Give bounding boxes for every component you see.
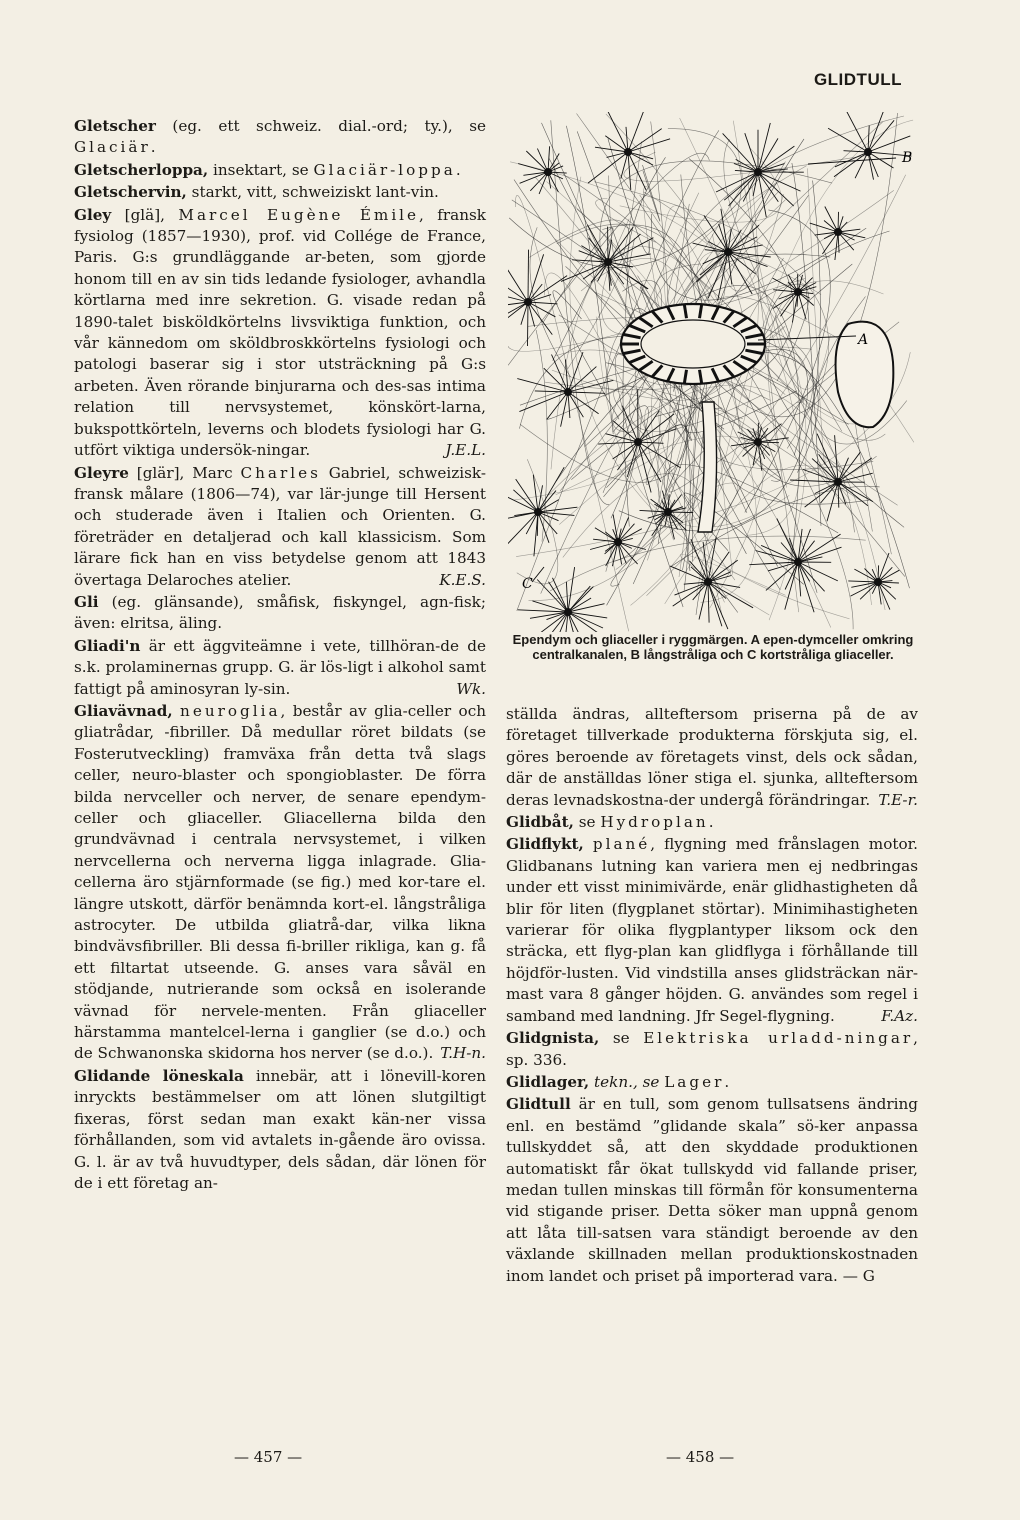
entry: Glidbåt, se Hydroplan. xyxy=(506,813,714,832)
entry: Gli (eg. glänsande), småfisk, fiskyngel, agn-fisk; även: elritsa, äling. xyxy=(74,592,486,633)
entry: Gliadi'n är ett äggviteämne i vete, tillhöran-de de s.k. prolaminernas grupp. G. är lös-ligt i alkohol samt fattigt på aminosyran ly-sin. Wk. xyxy=(74,636,486,700)
entry: Glidgnista, se Elektriska urladd-ningar, sp. 336. xyxy=(506,1029,918,1069)
glia-cell-body xyxy=(615,539,622,546)
signature: J.E.L. xyxy=(445,441,486,460)
figure-label-c: C xyxy=(522,576,533,592)
glia-cell-body xyxy=(795,289,802,296)
glia-cell-body xyxy=(565,609,572,616)
right-column xyxy=(506,704,918,1287)
glia-cell-body xyxy=(755,439,762,446)
signature: T.E-r. xyxy=(878,790,918,809)
figure-label-b: B xyxy=(902,150,913,166)
running-header: GLIDTULL xyxy=(813,70,902,89)
glia-cell-body xyxy=(725,249,732,256)
glia-cell-body xyxy=(875,579,882,586)
glia-illustration xyxy=(508,112,918,632)
glia-cell-body xyxy=(525,299,532,306)
glia-cell-body xyxy=(565,389,572,396)
entry: Gletscherloppa, insektart, se Glaciär-loppa. xyxy=(74,160,461,179)
entry: Gleyre [glär], Marc Charles Gabriel, schweizisk-fransk målare (1806—74), var lär-junge till Hersent och studerade även i Italien och Orienten. G. företräder en detaljerad och kall klassicism. Som lärare fick han en viss betydelse genom att 1843 övertaga Delaroches atelier. K.E.S. xyxy=(74,463,486,591)
glia-cell-body xyxy=(865,149,872,156)
page-number-right: — 458 — xyxy=(666,1448,735,1466)
glia-cell-body xyxy=(835,229,842,236)
entry: Gley [glä], Marcel Eugène Émile, fransk fysiolog (1857—1930), prof. vid Collége de France, Paris. G:s grundläggande ar-beten, som gjorde honom till en av sin tids ledande fysiologer, avhandla körtlarna med inre sekretion. G. visade redan på 1890-talet bisköldkörtelns livsviktiga funktion, och vår kännedom om sköldbroskkörtelns fysiologi och patologi baserar sig i stor utsträckning på G:s arbeten. Även rörande binjurarna och des-sas intima relation till nervsystemet, könskört-larna, bukspottkörteln, leverns och blodets fysiologi har G. utfört viktiga undersök-ningar. J.E.L. xyxy=(74,205,486,462)
glia-cell-body xyxy=(755,169,762,176)
glia-cell-body xyxy=(835,479,842,486)
figure-caption: Ependym och gliaceller i ryggmärgen. A epen-dymceller omkring centralkanalen, B långstråliga och C kortstråliga gliaceller. xyxy=(512,632,914,662)
entry: Gletscher (eg. ett schweiz. dial.-ord; ty.), se Glaciär. xyxy=(74,117,486,157)
entry: Gliavävnad, neuroglia, består av glia-celler och gliatrådar, -fibriller. Då medullar röret bildats (se Fosterutveckling) framväxa från detta två slags celler, neuro-blaster och spongioblaster. De förra bilda nervceller och nerver, de senare ependym-celler och gliaceller. Gliacellerna bilda den grundvävnad i centrala nervsystemet, i vilken nervcellerna och nerverna ligga inlagrade. Glia-cellerna äro stjärnformade (se fig.) med kor-tare el. längre utskott, därför benämnda kort-el. långstråliga astrocyter. De utbilda gliatrå-dar, vilka likna bindvävsfibriller. Bli dessa fi-briller rikliga, kan g. få ett filtartat utseende. G. anses vara såväl en stödjande, nutrierande som också en isolerande vävnad för nervele-menten. Från gliaceller härstamma mantelcel-lerna i ganglier (se d.o.) och de Schwanonska skidorna hos nerver (se d.o.). T.H-n. xyxy=(74,701,486,1065)
glia-cell-body xyxy=(705,579,712,586)
signature: Wk. xyxy=(456,679,486,698)
page-number-left: — 457 — xyxy=(234,1448,303,1466)
glia-process xyxy=(528,250,529,302)
entry: Gletschervin, starkt, vitt, schweiziskt lant-vin. xyxy=(74,183,439,202)
entry: ställda ändras, allteftersom priserna på de av företaget tillverkade produkterna förskjuta sig, el. göres beroende av företagets vinst, dels ock sådan, där de anställdas löner stiga el. sjunka, allteftersom deras levnadskostna-der undergå förändringar. T.E-r. xyxy=(506,704,918,811)
glia-cell-body xyxy=(605,259,612,266)
glia-process xyxy=(528,302,529,346)
neuroglia-drawing xyxy=(508,112,918,632)
glia-cell-body xyxy=(625,149,632,156)
entry: Glidflykt, plané, flygning med frånslagen motor. Glidbanans lutning kan variera men ej nedbringas under ett visst minimivärde, enär glidhastigheten då blir för liten (flygplanet störtar). Minimihastigheten varierar för olika flygplantyper liksom ock den sträcka, ett flyg-plan kan glidflyga i förhållande till höjdför-lusten. Vid vindstilla anses glidsträckan när-mast vara 8 gånger höjden. G. användes som regel i samband med landning. Jfr Segel-flygning. F.Az. xyxy=(506,834,918,1027)
signature: T.H-n. xyxy=(440,1044,486,1063)
entry: Glidlager, tekn., se Lager. xyxy=(506,1072,730,1091)
glia-cell-body xyxy=(545,169,552,176)
glia-cell-body xyxy=(665,509,672,516)
left-column xyxy=(74,116,486,1194)
figure-label-a: A xyxy=(858,332,869,348)
glia-cell-body xyxy=(535,509,542,516)
entry: Glidande löneskala innebär, att i lönevill-koren inryckts bestämmelser om att lönen slutgiltigt fixeras, först sedan man exakt kän-ner vissa förhållanden, som vid avtalets in-gående äro ovissa. G. l. är av två huvudtyper, dels sådan, där lönen för de i ett företag an- xyxy=(74,1066,486,1192)
glia-cell-body xyxy=(795,559,802,566)
glia-cell-body xyxy=(635,439,642,446)
signature: K.E.S. xyxy=(439,570,486,589)
signature: F.Az. xyxy=(881,1006,918,1025)
entry: Glidtull är en tull, som genom tullsatsens ändring enl. en bestämd ”glidande skala” sö-ker anpassa tullskyddet så, att den skyddade produktionen automatiskt får ökat tullskydd vid fallande priser, medan tullen minskas till förmån för konsumenterna vid stigande priser. Detta söker man uppnå genom att låta till-satsen vara ständigt beroende av den växlande skillnaden mellan produktionskostnaden inom landet och priset på importerad vara. — G xyxy=(506,1095,918,1285)
